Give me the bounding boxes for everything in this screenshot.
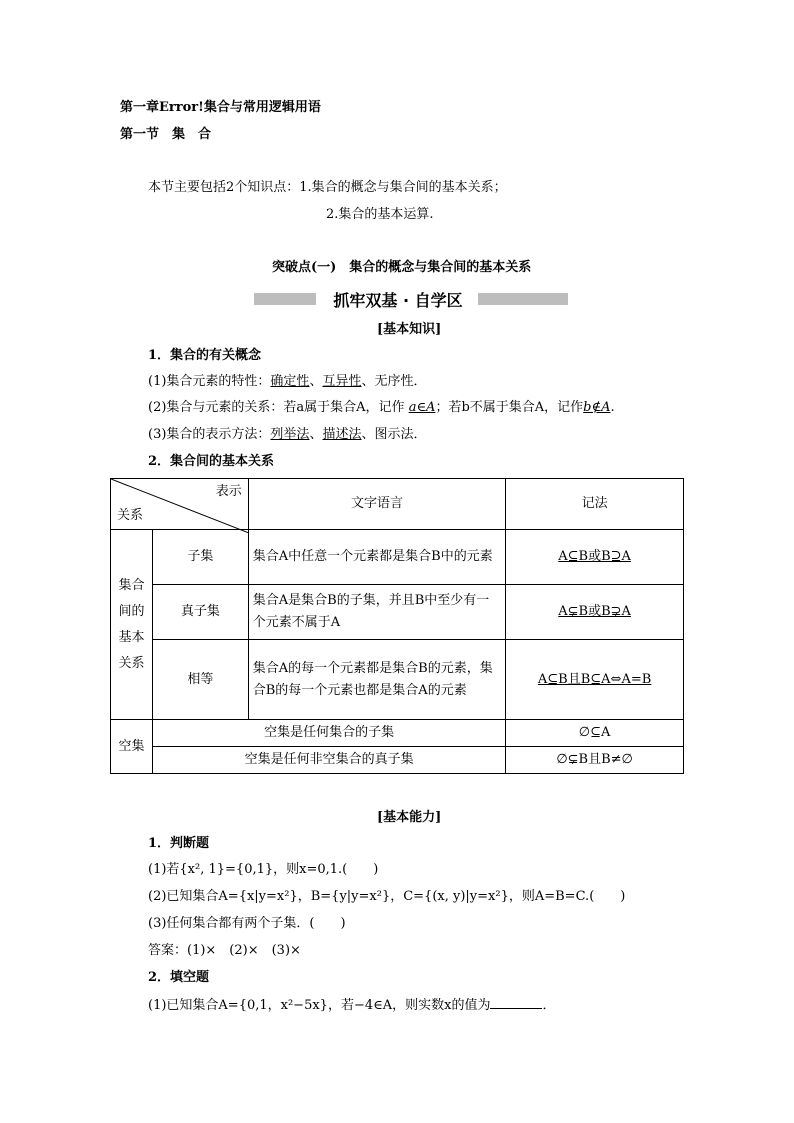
item1-1: [148, 370, 426, 389]
table-header-row: [111, 479, 684, 530]
table-row: [111, 720, 684, 747]
item1-3: [148, 423, 426, 442]
table-row: [111, 640, 684, 720]
topic-title: 突破点(一) 集合的概念与集合间的基本关系: [272, 260, 532, 275]
answer-blank[interactable]: [490, 996, 542, 1009]
corner-top-label: 表示: [215, 484, 242, 499]
table-row: [111, 530, 684, 585]
table-corner-cell: [111, 479, 249, 530]
basic-ability-heading: [基本能力]: [377, 810, 442, 825]
item1-3-tail: 、图示法．: [361, 427, 427, 442]
col-header-text: 文字语言: [248, 479, 505, 530]
item1-3-term2: 描述法: [322, 427, 362, 442]
row-name: 相等: [152, 640, 248, 720]
item1-2-prefix: (2)集合与元素的关系：若a属于集合A，记作: [148, 400, 409, 415]
item1-3-sep: 、: [309, 427, 323, 442]
item1-1-term1: 确定性: [270, 374, 310, 389]
corner-bottom-label: 关系: [117, 508, 144, 523]
q2-1-prefix: (1)已知集合A={0,1，x²−5x}，若−4∈A，则实数x的值为: [148, 998, 491, 1013]
row-notation: A⊆B且B⊆A⇔A=B: [506, 640, 684, 720]
item1-1-tail: 、无序性．: [361, 374, 427, 389]
row-notation: A⊆B或B⊇A: [506, 530, 684, 585]
item1-3-prefix: (3)集合的表示方法：: [148, 427, 271, 442]
table-row: [111, 747, 684, 774]
row-notation: A⊊B或B⊋A: [506, 585, 684, 640]
item1-title: 1．集合的有关概念: [148, 348, 262, 363]
q2-1: [148, 994, 555, 1013]
q1-2: (2)已知集合A={x|y=x²}，B={y|y=x²}，C={(x, y)|y=x²}，则A=B=C.( ): [148, 889, 626, 904]
banner-bar-left: [254, 293, 316, 305]
row-text: 集合A是集合B的子集，并且B中至少有一个元素不属于A: [248, 585, 505, 640]
item1-3-term1: 列举法: [270, 427, 310, 442]
q1-answer: 答案：(1)× (2)× (3)×: [148, 943, 301, 958]
q2-title: 2．填空题: [148, 970, 210, 985]
relations-table: [110, 478, 684, 774]
q1-1: (1)若{x², 1}={0,1}，则x=0,1.( ): [148, 862, 379, 877]
row-name: 真子集: [152, 585, 248, 640]
intro-line-1: 本节主要包括2个知识点：1.集合的概念与集合间的基本关系；: [148, 180, 507, 195]
intro-line-2: 2.集合的基本运算.: [326, 207, 434, 222]
banner-bar-right: [478, 293, 568, 305]
q1-title: 1．判断题: [148, 836, 210, 851]
item1-1-prefix: (1)集合元素的特性：: [148, 374, 271, 389]
item1-1-term2: 互异性: [322, 374, 362, 389]
row-text: 集合A中任意一个元素都是集合B中的元素: [248, 530, 505, 585]
row-name: 子集: [152, 530, 248, 585]
col-header-notation: 记法: [506, 479, 684, 530]
item2-title: 2．集合间的基本关系: [148, 454, 275, 469]
banner-text: 抓牢双基 · 自学区: [333, 291, 463, 310]
basic-knowledge-heading: [基本知识]: [377, 322, 442, 337]
item1-2-term2: b∉A: [583, 400, 611, 415]
item1-2-mid: ；若b不属于集合A，记作: [435, 400, 584, 415]
q2-1-suffix: ．: [542, 998, 556, 1013]
item1-2-term1: a∈A: [408, 400, 436, 415]
item1-2: [148, 396, 615, 415]
row-text: 空集是任何非空集合的真子集: [152, 747, 505, 774]
q1-3: (3)任何集合都有两个子集．( ): [148, 916, 346, 931]
row-notation: ∅⊆A: [506, 720, 684, 747]
row-notation: ∅⊊B且B≠∅: [506, 747, 684, 774]
section-banner: [254, 290, 568, 308]
section-title: 第一节 集 合: [120, 127, 212, 142]
item1-1-sep: 、: [309, 374, 323, 389]
group-label-relations: 集合间的基本关系: [111, 530, 153, 720]
row-text: 空集是任何集合的子集: [152, 720, 505, 747]
group-label-empty: 空集: [111, 720, 153, 774]
row-text: 集合A的每一个元素都是集合B的元素，集合B的每一个元素也都是集合A的元素: [248, 640, 505, 720]
chapter-title: 第一章Error!集合与常用逻辑用语: [120, 100, 321, 115]
table-row: [111, 585, 684, 640]
item1-2-tail: .: [610, 400, 615, 415]
